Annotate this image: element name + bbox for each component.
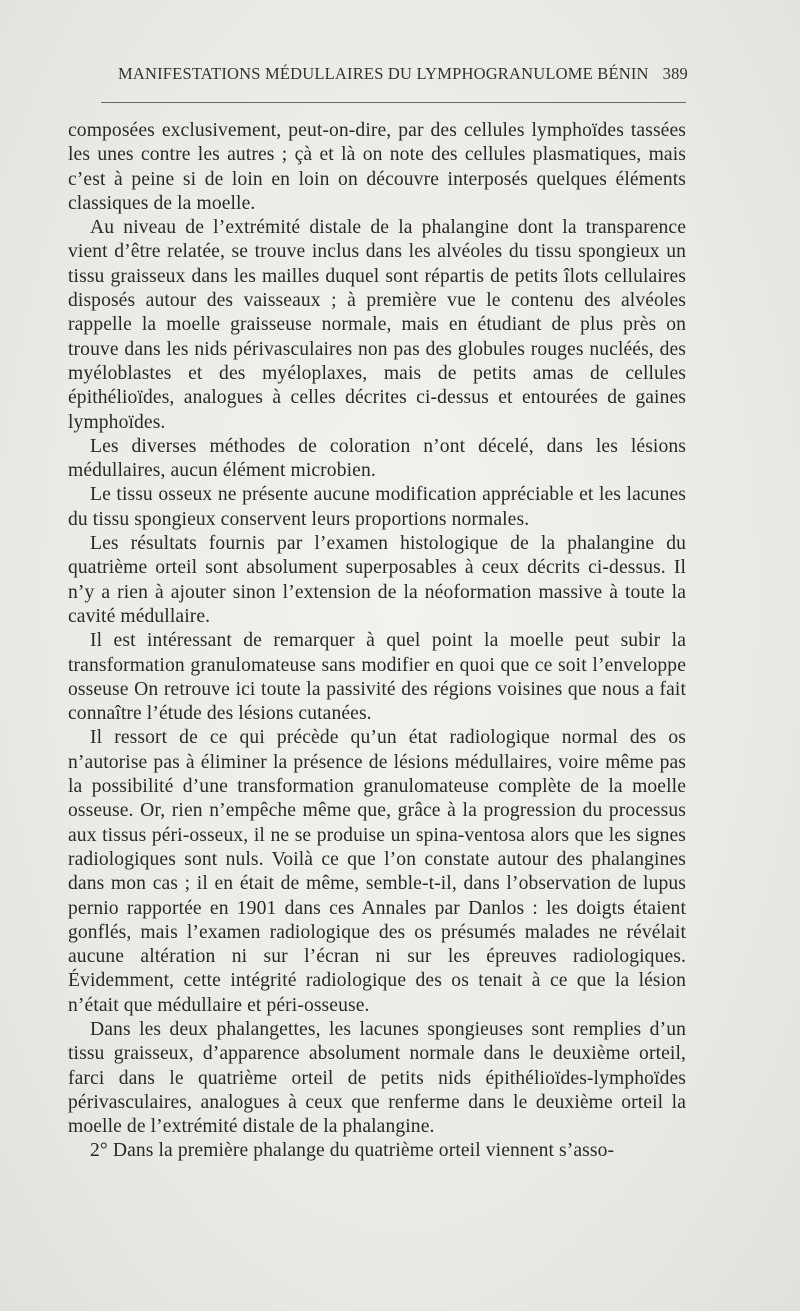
paragraph: Au niveau de l’extrémité distale de la phalangine dont la transparence vient d’être relatée, se trouve inclus dans les alvéoles du tissu spongieux un tissu graisseux dans les mailles duquel sont répartis de petits îlots cellulaires disposés autour des vaisseaux ; à première vue le contenu des alvéoles rappelle la moelle graisseuse normale, mais en étudiant de plus près on trouve dans les nids périvasculaires non pas des globules rouges nucléés, des myéloblastes et des myéloplaxes, mais de petits amas de cellules épithélioïdes, analogues à celles décrites ci-dessus et entourées de gaines lymphoïdes. <box>68 217 686 433</box>
body-text <box>68 119 686 1164</box>
paragraph: composées exclusivement, peut-on-dire, par des cellules lymphoïdes tassées les unes contre les autres ; çà et là on note des cellules plasmatiques, mais c’est à peine si de loin en loin on découvre interposés quelques éléments classiques de la moelle. <box>68 120 686 214</box>
paragraph: Dans les deux phalangettes, les lacunes spongieuses sont remplies d’un tissu graisseux, d’apparence absolument normale dans le deuxième orteil, farci dans le quatrième orteil de petits nids épithélioïdes-lymphoïdes périvasculaires, analogues à ceux que renferme dans le deuxième orteil la moelle de l’extrémité distale de la phalangine. <box>68 1018 686 1138</box>
paragraph: Il ressort de ce qui précède qu’un état radiologique normal des os n’autorise pas à éliminer la présence de lésions médullaires, voire même pas la possibilité d’une transformation granulomateuse complète de la moelle osseuse. Or, rien n’empêche même que, grâce à la progression du processus aux tissus péri-osseux, il ne se produise un spina-ventosa alors que les signes radiologiques sont nuls. Voilà ce que l’on constate autour des phalangines dans mon cas ; il en était de même, semble-t-il, dans l’observation de lupus pernio rapportée en 1901 dans ces Annales par Danlos : les doigts étaient gonflés, mais l’examen radiologique des os présumés malades ne révélait aucune altération ni sur l’écran ni sur les épreuves radiologiques. Évidemment, cette intégrité radiologique des os tenait à ce que la lésion n’était que médullaire et péri-osseuse. <box>68 727 686 1016</box>
paragraph: Les diverses méthodes de coloration n’ont décelé, dans les lésions médullaires, aucun élément microbien. <box>68 435 686 482</box>
header-rule <box>101 102 686 103</box>
paragraph: Le tissu osseux ne présente aucune modification appréciable et les lacunes du tissu spongieux conservent leurs proportions normales. <box>68 484 686 530</box>
page-number: 389 <box>662 64 688 83</box>
paragraph: Il est intéressant de remarquer à quel point la moelle peut subir la transformation granulomateuse sans modifier en quoi que ce soit l’enveloppe osseuse On retrouve ici toute la passivité des régions voisines que nous a fait connaître l’étude des lésions cutanées. <box>68 630 686 725</box>
running-header <box>118 64 688 84</box>
paragraph: 2° Dans la première phalange du quatrième orteil viennent s’asso- <box>90 1140 615 1162</box>
paragraph: Les résultats fournis par l’examen histologique de la phalangine du quatrième orteil sont absolument superposables à ceux décrits ci-dessus. Il n’y a rien à ajouter sinon l’extension de la néoformation massive à toute la cavité médullaire. <box>68 533 686 627</box>
running-title: MANIFESTATIONS MÉDULLAIRES DU LYMPHOGRANULOME BÉNIN <box>118 64 649 83</box>
